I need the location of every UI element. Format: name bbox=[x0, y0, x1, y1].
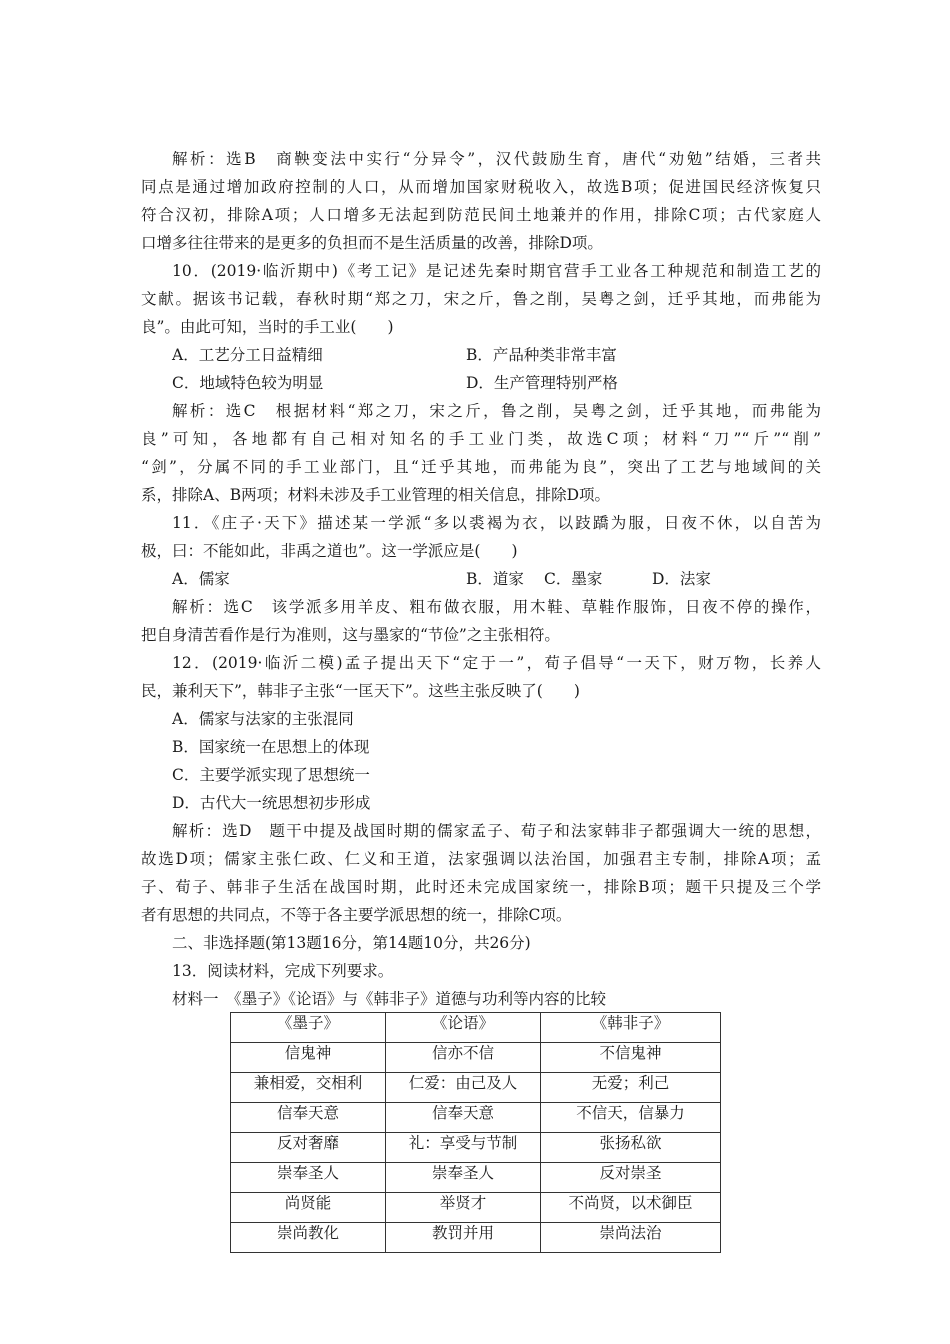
q10-analysis-line: 良”可知，各地都有自己相对知名的手工业门类，故选C项；材料“刀”“斤”“削” bbox=[141, 430, 821, 448]
table-cell: 无爱；利己 bbox=[541, 1073, 721, 1103]
q10-stem-line: 良”。由此可知，当时的手工业( ) bbox=[141, 318, 394, 336]
q12-analysis-line: 者有思想的共同点，不等于各主要学派思想的统一，排除C项。 bbox=[141, 906, 572, 924]
q12-option-b: B．国家统一在思想上的体现 bbox=[172, 738, 370, 756]
table-cell: 信奉天意 bbox=[231, 1103, 386, 1133]
table-cell: 崇尚法治 bbox=[541, 1223, 721, 1253]
table-cell: 崇奉圣人 bbox=[231, 1163, 386, 1193]
table-cell: 崇尚教化 bbox=[231, 1223, 386, 1253]
table-cell: 尚贤能 bbox=[231, 1193, 386, 1223]
q11-analysis-line: 解析：选C 该学派多用羊皮、粗布做衣服，用木鞋、草鞋作服饰，日夜不停的操作， bbox=[172, 598, 821, 616]
table-header-cell: 《论语》 bbox=[386, 1013, 541, 1043]
q10-analysis-line: “剑”，分属不同的手工业部门，且“迁乎其地，而弗能为良”，突出了工艺与地域间的关 bbox=[141, 458, 821, 476]
table-cell: 举贤才 bbox=[386, 1193, 541, 1223]
q9-analysis-line: 同点是通过增加政府控制的人口，从而增加国家财税收入，故选B项；促进国民经济恢复只 bbox=[141, 178, 821, 196]
q10-option-a: A．工艺分工日益精细 bbox=[172, 346, 323, 364]
table-header-row bbox=[231, 1013, 721, 1043]
q10-option-c: C．地域特色较为明显 bbox=[172, 374, 324, 392]
q12-stem-line: 12．(2019·临沂二模)孟子提出天下“定于一”，荀子倡导“一天下，财万物，长养人 bbox=[172, 654, 821, 672]
q11-analysis-line: 把自身清苦看作是行为准则，这与墨家的“节俭”之主张相符。 bbox=[141, 626, 560, 644]
table-row bbox=[231, 1163, 721, 1193]
q11-stem-line: 极，曰：不能如此，非禹之道也”。这一学派应是( ) bbox=[141, 542, 518, 560]
q9-analysis-line: 解析：选B 商鞅变法中实行“分异令”，汉代鼓励生育，唐代“劝勉”结婚，三者共 bbox=[172, 150, 821, 168]
q10-analysis-line: 解析：选C 根据材料“郑之刀，宋之斤，鲁之削，吴粤之剑，迁乎其地，而弗能为 bbox=[172, 402, 821, 420]
table-row bbox=[231, 1103, 721, 1133]
material-caption: 材料一 《墨子》《论语》与《韩非子》道德与功利等内容的比较 bbox=[172, 990, 607, 1008]
table-cell: 反对崇圣 bbox=[541, 1163, 721, 1193]
table-cell: 仁爱：由己及人 bbox=[386, 1073, 541, 1103]
table-row bbox=[231, 1133, 721, 1163]
q10-option-b: B．产品种类非常丰富 bbox=[466, 346, 617, 364]
table-cell: 反对奢靡 bbox=[231, 1133, 386, 1163]
q10-stem-line: 文献。据该书记载，春秋时期“郑之刀，宋之斤，鲁之削，吴粤之剑，迁乎其地，而弗能为 bbox=[141, 290, 821, 308]
section-heading: 二、非选择题(第13题16分，第14题10分，共26分) bbox=[172, 934, 531, 952]
q12-analysis-line: 解析：选D 题干中提及战国时期的儒家孟子、荀子和法家韩非子都强调大一统的思想， bbox=[172, 822, 821, 840]
table-cell: 崇奉圣人 bbox=[386, 1163, 541, 1193]
q9-analysis-line: 口增多往往带来的是更多的负担而不是生活质量的改善，排除D项。 bbox=[141, 234, 603, 252]
table-cell: 兼相爱，交相利 bbox=[231, 1073, 386, 1103]
q12-stem-line: 民，兼利天下”，韩非子主张“一匡天下”。这些主张反映了( ) bbox=[141, 682, 580, 700]
q12-analysis-line: 故选D项；儒家主张仁政、仁义和王道，法家强调以法治国，加强君主专制，排除A项；孟 bbox=[141, 850, 821, 868]
table-row bbox=[231, 1073, 721, 1103]
table-row bbox=[231, 1223, 721, 1253]
table-row bbox=[231, 1193, 721, 1223]
q12-option-c: C．主要学派实现了思想统一 bbox=[172, 766, 370, 784]
table-row bbox=[231, 1043, 721, 1073]
q12-analysis-line: 子、荀子、韩非子生活在战国时期，此时还未完成国家统一，排除B项；题干只提及三个学 bbox=[141, 878, 821, 896]
table-cell: 礼：享受与节制 bbox=[386, 1133, 541, 1163]
q10-analysis-line: 系，排除A、B两项；材料未涉及手工业管理的相关信息，排除D项。 bbox=[141, 486, 611, 504]
table-cell: 不信天，信暴力 bbox=[541, 1103, 721, 1133]
q13-stem: 13．阅读材料，完成下列要求。 bbox=[172, 962, 394, 980]
comparison-table bbox=[230, 1012, 721, 1253]
q11-option-c: C．墨家 bbox=[544, 570, 603, 588]
q11-stem-line: 11．《庄子·天下》描述某一学派“多以裘褐为衣，以跂蹻为服，日夜不休，以自苦为 bbox=[172, 514, 821, 532]
table-cell: 信亦不信 bbox=[386, 1043, 541, 1073]
q11-option-a: A．儒家 bbox=[172, 570, 230, 588]
table-cell: 信奉天意 bbox=[386, 1103, 541, 1133]
table-cell: 信鬼神 bbox=[231, 1043, 386, 1073]
table-cell: 不信鬼神 bbox=[541, 1043, 721, 1073]
q12-option-a: A．儒家与法家的主张混同 bbox=[172, 710, 354, 728]
q11-option-b: B．道家 bbox=[466, 570, 524, 588]
table-header-cell: 《韩非子》 bbox=[541, 1013, 721, 1043]
q12-option-d: D．古代大一统思想初步形成 bbox=[172, 794, 371, 812]
q9-analysis-line: 符合汉初，排除A项；人口增多无法起到防范民间土地兼并的作用，排除C项；古代家庭人 bbox=[141, 206, 821, 224]
q10-stem-line: 10．(2019·临沂期中)《考工记》是记述先秦时期官营手工业各工种规范和制造工艺的 bbox=[172, 262, 821, 280]
q10-option-d: D．生产管理特别严格 bbox=[466, 374, 618, 392]
q11-option-d: D．法家 bbox=[652, 570, 711, 588]
table-cell: 教罚并用 bbox=[386, 1223, 541, 1253]
table-cell: 张扬私欲 bbox=[541, 1133, 721, 1163]
table-header-cell: 《墨子》 bbox=[231, 1013, 386, 1043]
table-cell: 不尚贤，以术御臣 bbox=[541, 1193, 721, 1223]
